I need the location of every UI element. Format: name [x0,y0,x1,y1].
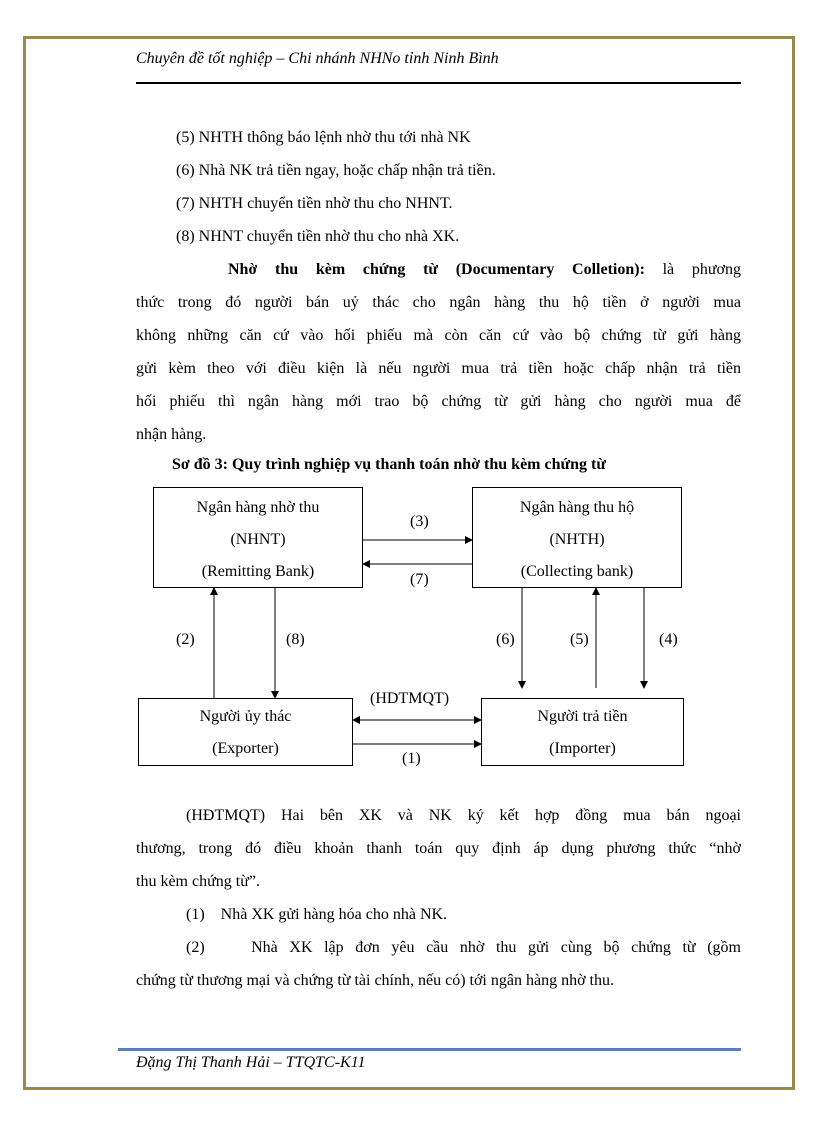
page-footer: Đặng Thị Thanh Hải – TTQTC-K11 [136,1054,366,1071]
step-7: (7) NHTH chuyển tiền nhờ thu cho NHNT. [176,195,453,212]
definition-term: Nhờ thu kèm chứng từ (Documentary Colletion): [228,261,645,278]
step-5: (5) NHTH thông báo lệnh nhờ thu tới nhà NK [176,129,471,146]
step-6: (6) Nhà NK trả tiền ngay, hoặc chấp nhận trả tiền. [176,162,496,179]
definition-line-3: không những căn cứ vào hối phiếu mà còn căn cứ vào bộ chứng từ gửi hàng [136,327,741,344]
definition-line-2: thức trong đó người bán uỷ thác cho ngân hàng thu hộ tiền ở người mua [136,294,741,311]
definition-line-5: hối phiếu thì ngân hàng mới trao bộ chứng từ gửi hàng cho người mua để [136,393,741,410]
step-8: (8) NHNT chuyển tiền nhờ thu cho nhà XK. [176,228,460,245]
collection-flow-diagram [136,480,741,780]
remitting-bank-box: Ngân hàng nhờ thu (NHNT) (Remitting Bank) [153,487,363,588]
definition-line-4: gửi kèm theo với điều kiện là nếu người mua trả tiền hoặc chấp nhận trả tiền [136,360,741,377]
diagram-title: Sơ đồ 3: Quy trình nghiệp vụ thanh toán nhờ thu kèm chứng từ [172,456,606,473]
definition-line-6: nhận hàng. [136,426,207,443]
step-1-text: (1) Nhà XK gửi hàng hóa cho nhà NK. [186,906,448,923]
label-5: (5) [570,631,589,648]
definition-line-1: Nhờ thu kèm chứng từ (Documentary Colletion): là phương [228,261,741,278]
step-2-line-2: chứng từ thương mại và chứng từ tài chính, nếu có) tới ngân hàng nhờ thu. [136,972,614,989]
label-3: (3) [410,513,429,530]
page-header: Chuyên đề tốt nghiệp – Chi nhánh NHNo tỉnh Ninh Bình [136,50,499,67]
label-4: (4) [659,631,678,648]
footer-divider [118,1048,741,1051]
label-2: (2) [176,631,195,648]
label-contract: (HDTMQT) [370,690,450,707]
contract-para-line-2: thương, trong đó điều khoản thanh toán quy định áp dụng phương thức “nhờ [136,840,741,857]
collecting-bank-box: Ngân hàng thu hộ (NHTH) (Collecting bank) [472,487,682,588]
contract-para-line-3: thu kèm chứng từ”. [136,873,260,890]
label-1: (1) [402,750,421,767]
exporter-box: Người ủy thác (Exporter) [138,698,353,766]
contract-para-line-1: (HĐTMQT) Hai bên XK và NK ký kết hợp đồng mua bán ngoại [186,807,741,824]
label-8: (8) [286,631,305,648]
label-6: (6) [496,631,515,648]
label-7: (7) [410,571,429,588]
importer-box: Người trả tiền (Importer) [481,698,684,766]
step-2-line-1: (2) Nhà XK lập đơn yêu cầu nhờ thu gửi cùng bộ chứng từ (gồm [186,939,741,956]
header-divider [136,82,741,84]
